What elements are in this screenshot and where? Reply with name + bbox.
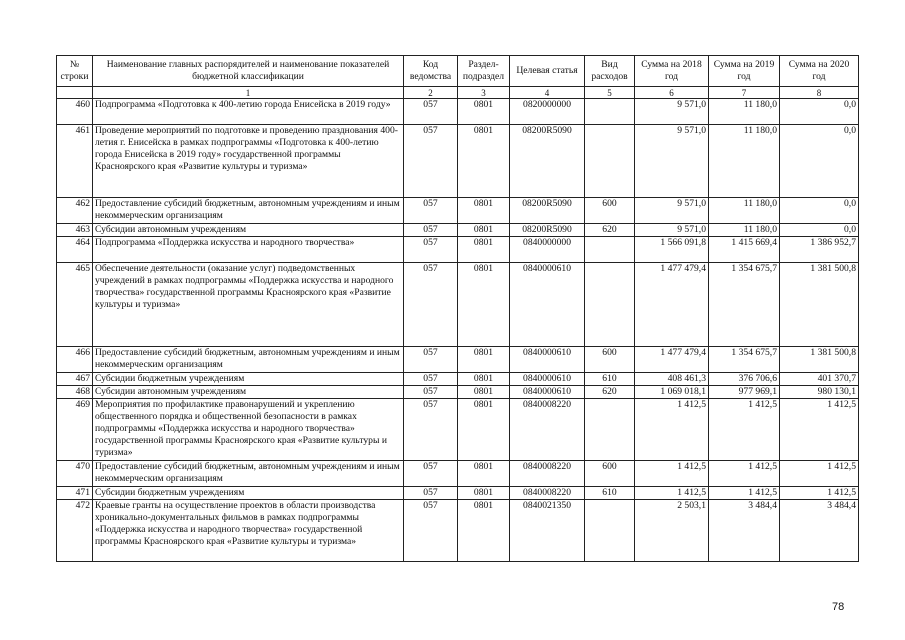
table-row bbox=[57, 373, 859, 386]
sum-2019: 1 354 675,7 bbox=[709, 263, 780, 347]
sum-2020: 1 381 500,8 bbox=[780, 263, 859, 347]
table-row bbox=[57, 399, 859, 461]
table-row bbox=[57, 224, 859, 237]
dept-code: 057 bbox=[404, 125, 458, 198]
section-code: 0801 bbox=[458, 125, 510, 198]
row-name: Подпрограмма «Поддержка искусства и народного творчества» bbox=[93, 237, 404, 263]
sum-2018: 1 566 091,8 bbox=[635, 237, 709, 263]
sum-2018: 9 571,0 bbox=[635, 99, 709, 125]
expense-type bbox=[585, 237, 635, 263]
target-item: 0840000000 bbox=[510, 237, 585, 263]
dept-code: 057 bbox=[404, 386, 458, 399]
row-name: Субсидии автономным учреждениям bbox=[93, 224, 404, 237]
expense-type bbox=[585, 399, 635, 461]
header-sum-2019: Сумма на 2019 год bbox=[709, 56, 780, 87]
row-name: Субсидии бюджетным учреждениям bbox=[93, 487, 404, 500]
row-name: Мероприятия по профилактике правонарушений и укреплению общественного порядка и общественной безопасности в рамках подпрограммы «Поддержка искусства и народного творчества» государственной программы Красноярского края «Развитие культуры и туризма» bbox=[93, 399, 404, 461]
row-number: 464 bbox=[57, 237, 93, 263]
dept-code: 057 bbox=[404, 224, 458, 237]
sum-2018: 1 412,5 bbox=[635, 461, 709, 487]
column-number: 3 bbox=[458, 87, 510, 99]
expense-type bbox=[585, 500, 635, 562]
section-code: 0801 bbox=[458, 500, 510, 562]
sum-2019: 977 969,1 bbox=[709, 386, 780, 399]
row-number: 461 bbox=[57, 125, 93, 198]
row-name: Субсидии автономным учреждениям bbox=[93, 386, 404, 399]
dept-code: 057 bbox=[404, 99, 458, 125]
sum-2018: 1 412,5 bbox=[635, 487, 709, 500]
row-number: 462 bbox=[57, 198, 93, 224]
table-row bbox=[57, 347, 859, 373]
column-number: 7 bbox=[709, 87, 780, 99]
section-code: 0801 bbox=[458, 373, 510, 386]
dept-code: 057 bbox=[404, 487, 458, 500]
sum-2020: 0,0 bbox=[780, 125, 859, 198]
header-dept-code: Код ведомства bbox=[404, 56, 458, 87]
header-target-item: Целевая статья bbox=[510, 56, 585, 87]
sum-2019: 1 354 675,7 bbox=[709, 347, 780, 373]
section-code: 0801 bbox=[458, 461, 510, 487]
column-number: 6 bbox=[635, 87, 709, 99]
row-name: Подпрограмма «Подготовка к 400-летию города Енисейска в 2019 году» bbox=[93, 99, 404, 125]
row-number: 467 bbox=[57, 373, 93, 386]
row-name: Предоставление субсидий бюджетным, автономным учреждениям и иным некоммерческим организациям bbox=[93, 347, 404, 373]
target-item: 08200R5090 bbox=[510, 198, 585, 224]
sum-2019: 11 180,0 bbox=[709, 198, 780, 224]
column-number: 4 bbox=[510, 87, 585, 99]
table-row bbox=[57, 125, 859, 198]
section-code: 0801 bbox=[458, 99, 510, 125]
row-name: Субсидии бюджетным учреждениям bbox=[93, 373, 404, 386]
header-sum-2020: Сумма на 2020 год bbox=[780, 56, 859, 87]
section-code: 0801 bbox=[458, 399, 510, 461]
sum-2018: 1 477 479,4 bbox=[635, 347, 709, 373]
sum-2019: 11 180,0 bbox=[709, 224, 780, 237]
row-number: 466 bbox=[57, 347, 93, 373]
dept-code: 057 bbox=[404, 237, 458, 263]
column-number-row bbox=[57, 87, 859, 99]
section-code: 0801 bbox=[458, 263, 510, 347]
sum-2020: 1 412,5 bbox=[780, 461, 859, 487]
sum-2018: 9 571,0 bbox=[635, 198, 709, 224]
expense-type: 610 bbox=[585, 373, 635, 386]
target-item: 0840008220 bbox=[510, 399, 585, 461]
sum-2019: 1 412,5 bbox=[709, 461, 780, 487]
expense-type: 620 bbox=[585, 386, 635, 399]
dept-code: 057 bbox=[404, 399, 458, 461]
target-item: 0820000000 bbox=[510, 99, 585, 125]
target-item: 0840000610 bbox=[510, 263, 585, 347]
sum-2020: 1 412,5 bbox=[780, 487, 859, 500]
table-row bbox=[57, 99, 859, 125]
expense-type bbox=[585, 263, 635, 347]
target-item: 0840000610 bbox=[510, 386, 585, 399]
section-code: 0801 bbox=[458, 347, 510, 373]
dept-code: 057 bbox=[404, 373, 458, 386]
sum-2019: 1 412,5 bbox=[709, 399, 780, 461]
dept-code: 057 bbox=[404, 461, 458, 487]
dept-code: 057 bbox=[404, 263, 458, 347]
column-number bbox=[57, 87, 93, 99]
row-number: 468 bbox=[57, 386, 93, 399]
section-code: 0801 bbox=[458, 487, 510, 500]
target-item: 0840000610 bbox=[510, 373, 585, 386]
expense-type: 600 bbox=[585, 461, 635, 487]
sum-2019: 3 484,4 bbox=[709, 500, 780, 562]
column-number: 8 bbox=[780, 87, 859, 99]
target-item: 08200R5090 bbox=[510, 224, 585, 237]
sum-2018: 408 461,3 bbox=[635, 373, 709, 386]
header-row-number: № строки bbox=[57, 56, 93, 87]
row-number: 469 bbox=[57, 399, 93, 461]
table-row bbox=[57, 263, 859, 347]
sum-2019: 11 180,0 bbox=[709, 99, 780, 125]
expense-type: 620 bbox=[585, 224, 635, 237]
sum-2020: 0,0 bbox=[780, 99, 859, 125]
row-number: 470 bbox=[57, 461, 93, 487]
page-number: 78 bbox=[832, 601, 845, 613]
sum-2020: 1 412,5 bbox=[780, 399, 859, 461]
sum-2018: 1 069 018,1 bbox=[635, 386, 709, 399]
expense-type: 600 bbox=[585, 347, 635, 373]
section-code: 0801 bbox=[458, 386, 510, 399]
row-number: 465 bbox=[57, 263, 93, 347]
sum-2018: 9 571,0 bbox=[635, 224, 709, 237]
table-row bbox=[57, 198, 859, 224]
row-name: Краевые гранты на осуществление проектов в области производства хроникально-документальных фильмов в рамках подпрограммы «Поддержка искусства и народного творчества» государственной программы Красноярского края «Развитие культуры и туризма» bbox=[93, 500, 404, 562]
row-number: 460 bbox=[57, 99, 93, 125]
dept-code: 057 bbox=[404, 198, 458, 224]
table-row bbox=[57, 461, 859, 487]
sum-2018: 9 571,0 bbox=[635, 125, 709, 198]
table-row bbox=[57, 487, 859, 500]
row-number: 463 bbox=[57, 224, 93, 237]
header-section: Раздел-подраздел bbox=[458, 56, 510, 87]
sum-2019: 376 706,6 bbox=[709, 373, 780, 386]
header-expense-type: Вид расходов bbox=[585, 56, 635, 87]
column-number: 5 bbox=[585, 87, 635, 99]
row-number: 472 bbox=[57, 500, 93, 562]
sum-2019: 1 412,5 bbox=[709, 487, 780, 500]
expense-type bbox=[585, 99, 635, 125]
sum-2020: 401 370,7 bbox=[780, 373, 859, 386]
column-number: 1 bbox=[93, 87, 404, 99]
sum-2018: 2 503,1 bbox=[635, 500, 709, 562]
section-code: 0801 bbox=[458, 198, 510, 224]
sum-2018: 1 412,5 bbox=[635, 399, 709, 461]
sum-2019: 11 180,0 bbox=[709, 125, 780, 198]
sum-2020: 1 381 500,8 bbox=[780, 347, 859, 373]
header-name: Наименование главных распорядителей и наименование показателей бюджетной классификации bbox=[93, 56, 404, 87]
header-row bbox=[57, 56, 859, 87]
table-row bbox=[57, 500, 859, 562]
section-code: 0801 bbox=[458, 237, 510, 263]
row-number: 471 bbox=[57, 487, 93, 500]
target-item: 0840008220 bbox=[510, 461, 585, 487]
table-body bbox=[57, 99, 859, 562]
section-code: 0801 bbox=[458, 224, 510, 237]
row-name: Предоставление субсидий бюджетным, автономным учреждениям и иным некоммерческим организациям bbox=[93, 198, 404, 224]
expense-type bbox=[585, 125, 635, 198]
sum-2020: 1 386 952,7 bbox=[780, 237, 859, 263]
row-name: Обеспечение деятельности (оказание услуг) подведомственных учреждений в рамках подпрограммы «Поддержка искусства и народного творчества» государственной программы Красноярского края «Развитие культуры и туризма» bbox=[93, 263, 404, 347]
table-row bbox=[57, 237, 859, 263]
target-item: 0840008220 bbox=[510, 487, 585, 500]
sum-2019: 1 415 669,4 bbox=[709, 237, 780, 263]
sum-2020: 3 484,4 bbox=[780, 500, 859, 562]
table-row bbox=[57, 386, 859, 399]
sum-2020: 0,0 bbox=[780, 198, 859, 224]
expense-type: 600 bbox=[585, 198, 635, 224]
dept-code: 057 bbox=[404, 347, 458, 373]
sum-2020: 0,0 bbox=[780, 224, 859, 237]
expense-type: 610 bbox=[585, 487, 635, 500]
target-item: 08200R5090 bbox=[510, 125, 585, 198]
target-item: 0840021350 bbox=[510, 500, 585, 562]
dept-code: 057 bbox=[404, 500, 458, 562]
row-name: Проведение мероприятий по подготовке и проведению празднования 400-летия г. Енисейска в рамках подпрограммы «Подготовка к 400-летию города Енисейска в 2019 году» государственной программы Красноярского края «Развитие культуры и туризма» bbox=[93, 125, 404, 198]
sum-2018: 1 477 479,4 bbox=[635, 263, 709, 347]
header-sum-2018: Сумма на 2018 год bbox=[635, 56, 709, 87]
column-number: 2 bbox=[404, 87, 458, 99]
target-item: 0840000610 bbox=[510, 347, 585, 373]
row-name: Предоставление субсидий бюджетным, автономным учреждениям и иным некоммерческим организациям bbox=[93, 461, 404, 487]
budget-table bbox=[56, 55, 859, 562]
sum-2020: 980 130,1 bbox=[780, 386, 859, 399]
